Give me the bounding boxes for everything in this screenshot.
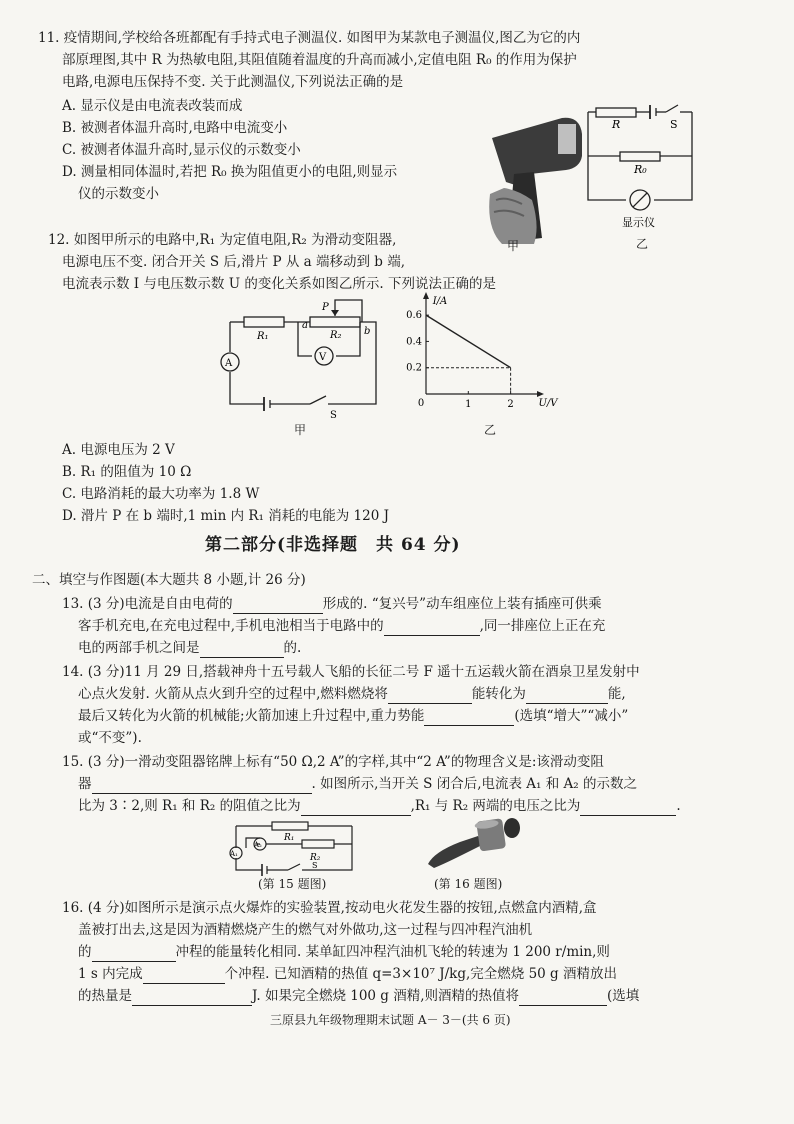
q15-text-3b: ,R₁ 与 R₂ 两端的电压之比为 bbox=[410, 798, 581, 814]
q15-blank-2[interactable] bbox=[301, 799, 411, 816]
q14-line3 bbox=[78, 706, 628, 726]
q16-line3 bbox=[78, 942, 610, 962]
q11-option-a: A. 显示仪是由电流表改装而成 bbox=[62, 98, 243, 114]
q16-line4 bbox=[78, 964, 617, 984]
q16-text-5c: (选填 bbox=[607, 988, 640, 1004]
q12-option-d: D. 滑片 P 在 b 端时,1 min 内 R₁ 消耗的电能为 120 J bbox=[62, 508, 390, 524]
q13-text-1a: 13. (3 分)电流是自由电荷的 bbox=[62, 596, 233, 612]
q13-blank-3[interactable] bbox=[200, 641, 284, 658]
q11-figure-yi-caption: 乙 bbox=[636, 237, 649, 251]
q16-line5 bbox=[78, 986, 639, 1006]
q13-text-3a: 电的两部手机之间是 bbox=[78, 640, 200, 656]
q13-text-1b: 形成的. “复兴号”动车组座位上装有插座可供乘 bbox=[322, 596, 602, 612]
q14-blank-3[interactable] bbox=[424, 709, 514, 726]
q16-text-4b: 个冲程. 已知酒精的热值 q=3×10⁷ J/kg,完全燃烧 50 g 酒精放出 bbox=[224, 966, 617, 982]
q13-text-3b: 的. bbox=[283, 640, 302, 656]
q11-label-r: R bbox=[612, 118, 621, 131]
q12-option-b: B. R₁ 的阻值为 10 Ω bbox=[62, 464, 192, 480]
q16-text-3a: 的 bbox=[78, 944, 92, 960]
q16-blank-3[interactable] bbox=[132, 989, 252, 1006]
q11-stem-line3: 电路,电源电压保持不变. 关于此测温仪,下列说法正确的是 bbox=[62, 74, 404, 90]
q12-stem-line3: 电流表示数 I 与电压数示数 U 的变化关系如图乙所示. 下列说法正确的是 bbox=[62, 276, 496, 292]
q15-line1: 15. (3 分)一滑动变阻器铭牌上标有“50 Ω,2 A”的字样,其中“2 A”的物理含义是:该滑动变阻 bbox=[62, 754, 604, 770]
q15-text-2b: . 如图所示,当开关 S 闭合后,电流表 A₁ 和 A₂ 的示数之 bbox=[311, 776, 637, 792]
q16-ignition-device-photo bbox=[420, 812, 530, 872]
page-footer: 三原县九年级物理期末试题 A－ 3－(共 6 页) bbox=[270, 1013, 511, 1027]
y-tick-label: 0.2 bbox=[406, 362, 422, 374]
q14-blank-2[interactable] bbox=[526, 687, 608, 704]
q11-figure-jia-caption: 甲 bbox=[507, 239, 520, 253]
q14-blank-1[interactable] bbox=[388, 687, 472, 704]
y-tick-label: 0.6 bbox=[406, 310, 422, 322]
q15-circuit-diagram bbox=[226, 818, 362, 876]
q14-text-2a: 心点火发射. 火箭从点火到升空的过程中,燃料燃烧将 bbox=[78, 686, 388, 702]
q16-line1: 16. (4 分)如图所示是演示点火爆炸的实验装置,按动电火花发生器的按钮,点燃盒内酒精,盒 bbox=[62, 900, 597, 916]
q11-option-d-line2: 仪的示数变小 bbox=[78, 186, 159, 202]
q12-figure-yi-caption: 乙 bbox=[484, 423, 497, 437]
q15-label-r1: R₁ bbox=[284, 833, 295, 843]
part2-title: 第二部分(非选择题 共 64 分) bbox=[205, 535, 461, 555]
q12-label-p: P bbox=[322, 302, 329, 313]
q11-option-c: C. 被测者体温升高时,显示仪的示数变小 bbox=[62, 142, 301, 158]
q12-switch-label: S bbox=[330, 410, 337, 421]
q16-blank-1[interactable] bbox=[92, 945, 176, 962]
x-axis-arrow bbox=[537, 391, 544, 397]
q12-ammeter-label: A bbox=[225, 358, 233, 369]
q15-blank-1[interactable] bbox=[92, 777, 312, 794]
q14-text-3b: (选填“增大”“减小” bbox=[514, 708, 629, 724]
q14-text-3a: 最后又转化为火箭的机械能;火箭加速上升过程中,重力势能 bbox=[78, 708, 425, 724]
q16-text-3b: 冲程的能量转化相同. 某单缸四冲程汽油机飞轮的转速为 1 200 r/min,则 bbox=[175, 944, 610, 960]
q13-line1 bbox=[62, 594, 602, 614]
q15-line3 bbox=[78, 796, 681, 816]
q11-label-s: S bbox=[670, 118, 678, 131]
q13-text-2a: 客手机充电,在充电过程中,手机电池相当于电路中的 bbox=[78, 618, 384, 634]
q15-blank-3[interactable] bbox=[580, 799, 676, 816]
q12-circuit-diagram bbox=[214, 294, 390, 421]
q15-label-a2: A₂ bbox=[254, 841, 262, 849]
y-axis-arrow bbox=[423, 292, 429, 299]
x-tick-label: 1 bbox=[465, 399, 472, 410]
q15-label-a1: A₁ bbox=[230, 850, 238, 858]
q12-label-r1: R₁ bbox=[257, 331, 269, 342]
q15-text-2a: 器 bbox=[78, 776, 92, 792]
q15-text-3a: 比为 3∶2,则 R₁ 和 R₂ 的阻值之比为 bbox=[78, 798, 301, 814]
q12-stem-line1: 12. 如图甲所示的电路中,R₁ 为定值电阻,R₂ 为滑动变阻器, bbox=[48, 232, 397, 248]
x-axis-label: U/V bbox=[538, 398, 558, 409]
q14-text-2b: 能转化为 bbox=[471, 686, 526, 702]
q14-line4: 或“不变”). bbox=[78, 730, 142, 746]
q13-blank-1[interactable] bbox=[233, 597, 323, 614]
q11-label-display: 显示仪 bbox=[622, 216, 655, 229]
q11-option-b: B. 被测者体温升高时,电路中电流变小 bbox=[62, 120, 288, 136]
q16-text-5b: J. 如果完全燃烧 100 g 酒精,则酒精的热值将 bbox=[252, 988, 520, 1004]
q16-blank-4[interactable] bbox=[519, 989, 607, 1006]
q13-text-2b: ,同一排座位上正在充 bbox=[479, 618, 606, 634]
q13-line2 bbox=[78, 616, 605, 636]
q13-blank-2[interactable] bbox=[384, 619, 480, 636]
q11-stem-line2: 部原理图,其中 R 为热敏电阻,其阻值随着温度的升高而减小,定值电阻 R₀ 的作用为保护 bbox=[62, 52, 577, 68]
q16-text-5a: 的热量是 bbox=[78, 988, 132, 1004]
q11-label-r0: R₀ bbox=[634, 163, 647, 176]
q13-line3 bbox=[78, 638, 301, 658]
x-tick-label: 2 bbox=[507, 399, 514, 410]
q16-blank-2[interactable] bbox=[143, 967, 225, 984]
origin-label: 0 bbox=[417, 398, 425, 409]
q12-voltmeter-label: V bbox=[319, 352, 327, 363]
q15-label-s: S bbox=[312, 861, 318, 870]
q12-label-a: a bbox=[302, 320, 308, 331]
q15-line2 bbox=[78, 774, 637, 794]
q12-option-a: A. 电源电压为 2 V bbox=[62, 442, 175, 458]
q15-text-3c: . bbox=[676, 798, 681, 814]
section2-heading: 二、填空与作图题(本大题共 8 小题,计 26 分) bbox=[32, 572, 306, 588]
q16-text-4a: 1 s 内完成 bbox=[78, 966, 143, 982]
q14-line1: 14. (3 分)11 月 29 日,搭载神舟十五号载人飞船的长征二号 F 遥十五运载火箭在酒泉卫星发射中 bbox=[62, 664, 640, 680]
y-axis-label: I/A bbox=[432, 296, 448, 307]
q14-text-2c: 能, bbox=[607, 686, 626, 702]
q11-option-d-line1: D. 测量相同体温时,若把 R₀ 换为阻值更小的电阻,则显示 bbox=[62, 164, 398, 180]
q16-figure-caption: (第 16 题图) bbox=[434, 877, 503, 891]
q12-label-b: b bbox=[364, 326, 371, 337]
q14-line2 bbox=[78, 684, 626, 704]
q16-line2: 盖被打出去,这是因为酒精燃烧产生的燃气对外做功,这一过程与四冲程汽油机 bbox=[78, 922, 533, 938]
y-tick-label: 0.4 bbox=[406, 336, 422, 348]
q12-stem-line2: 电源电压不变. 闭合开关 S 后,滑片 P 从 a 端移动到 b 端, bbox=[62, 254, 406, 270]
q11-circuit-diagram bbox=[578, 100, 718, 234]
q15-label-r2: R₂ bbox=[310, 853, 321, 863]
q12-iu-chart bbox=[396, 290, 558, 420]
q11-stem-line1: 11. 疫情期间,学校给各班都配有手持式电子测温仪. 如图甲为某款电子测温仪,图乙为它的内 bbox=[38, 30, 581, 46]
q15-figure-caption: (第 15 题图) bbox=[258, 877, 327, 891]
q12-label-r2: R₂ bbox=[330, 330, 342, 341]
q12-figure-jia-caption: 甲 bbox=[294, 423, 307, 437]
q12-option-c: C. 电路消耗的最大功率为 1.8 W bbox=[62, 486, 260, 502]
series-line bbox=[426, 315, 511, 368]
